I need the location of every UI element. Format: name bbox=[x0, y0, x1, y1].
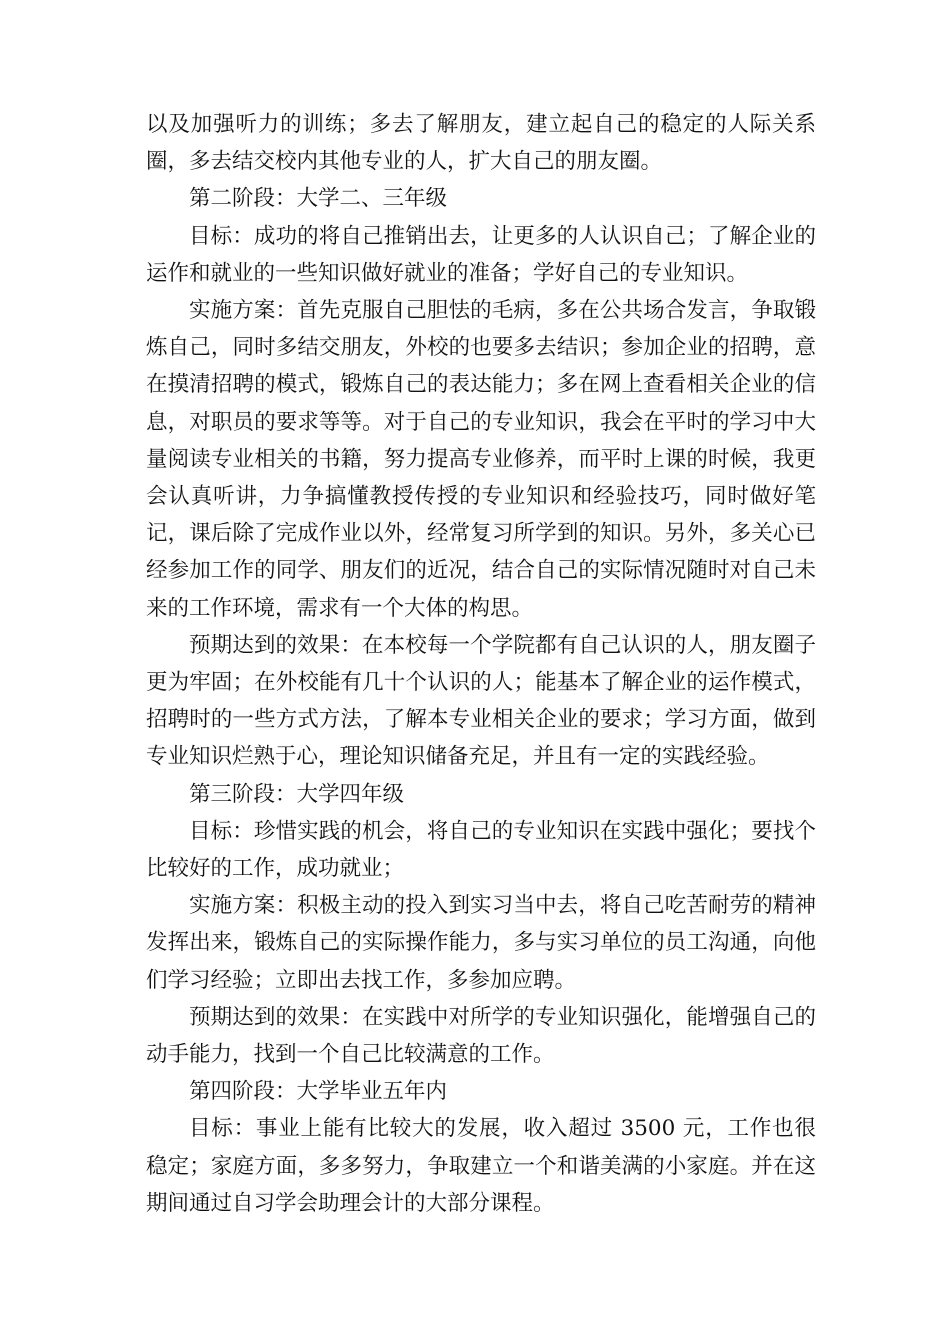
paragraph-continuation: 以及加强听力的训练；多去了解朋友，建立起自己的稳定的人际关系圈，多去结交校内其他专业的人，扩大自己的朋友圈。 bbox=[146, 112, 816, 175]
paragraph-stage-4-goal: 目标：事业上能有比较大的发展，收入超过 3500 元，工作也很稳定；家庭方面，多多努力，争取建立一个和谐美满的小家庭。并在这期间通过自习学会助理会计的大部分课程。 bbox=[146, 1116, 816, 1216]
paragraph-stage-3-expected-effect: 预期达到的效果：在实践中对所学的专业知识强化，能增强自己的动手能力，找到一个自己比较满意的工作。 bbox=[146, 1004, 816, 1068]
paragraph-stage-2-goal: 目标：成功的将自己推销出去，让更多的人认识自己；了解企业的运作和就业的一些知识做好就业的准备；学好自己的专业知识。 bbox=[146, 223, 816, 286]
document-body bbox=[146, 106, 816, 1222]
heading-stage-3: 第三阶段：大学四年级 bbox=[189, 781, 405, 807]
paragraph-stage-3-plan: 实施方案：积极主动的投入到实习当中去，将自己吃苦耐劳的精神发挥出来，锻炼自己的实际操作能力，多与实习单位的员工沟通，向他们学习经验；立即出去找工作，多参加应聘。 bbox=[146, 893, 816, 993]
paragraph-stage-3-goal: 目标：珍惜实践的机会，将自己的专业知识在实践中强化；要找个比较好的工作，成功就业； bbox=[146, 818, 816, 882]
paragraph-stage-2-expected-effect: 预期达到的效果：在本校每一个学院都有自己认识的人，朋友圈子更为牢固；在外校能有几十个认识的人；能基本了解企业的运作模式，招聘时的一些方式方法，了解本专业相关企业的要求；学习方面，做到专业知识烂熟于心，理论知识储备充足，并且有一定的实践经验。 bbox=[146, 632, 816, 770]
heading-stage-4: 第四阶段：大学毕业五年内 bbox=[189, 1079, 448, 1105]
heading-stage-2: 第二阶段：大学二、三年级 bbox=[189, 186, 448, 212]
paragraph-stage-2-plan: 实施方案：首先克服自己胆怯的毛病，多在公共场合发言，争取锻炼自己，同时多结交朋友，外校的也要多去结识；参加企业的招聘，意在摸清招聘的模式，锻炼自己的表达能力；多在网上查看相关企业的信息，对职员的要求等等。对于自己的专业知识，我会在平时的学习中大量阅读专业相关的书籍，努力提高专业修养，而平时上课的时候，我更会认真听讲，力争搞懂教授传授的专业知识和经验技巧，同时做好笔记，课后除了完成作业以外，经常复习所学到的知识。另外，多关心已经参加工作的同学、朋友们的近况，结合自己的实际情况随时对自己未来的工作环境，需求有一个大体的构思。 bbox=[146, 298, 816, 621]
